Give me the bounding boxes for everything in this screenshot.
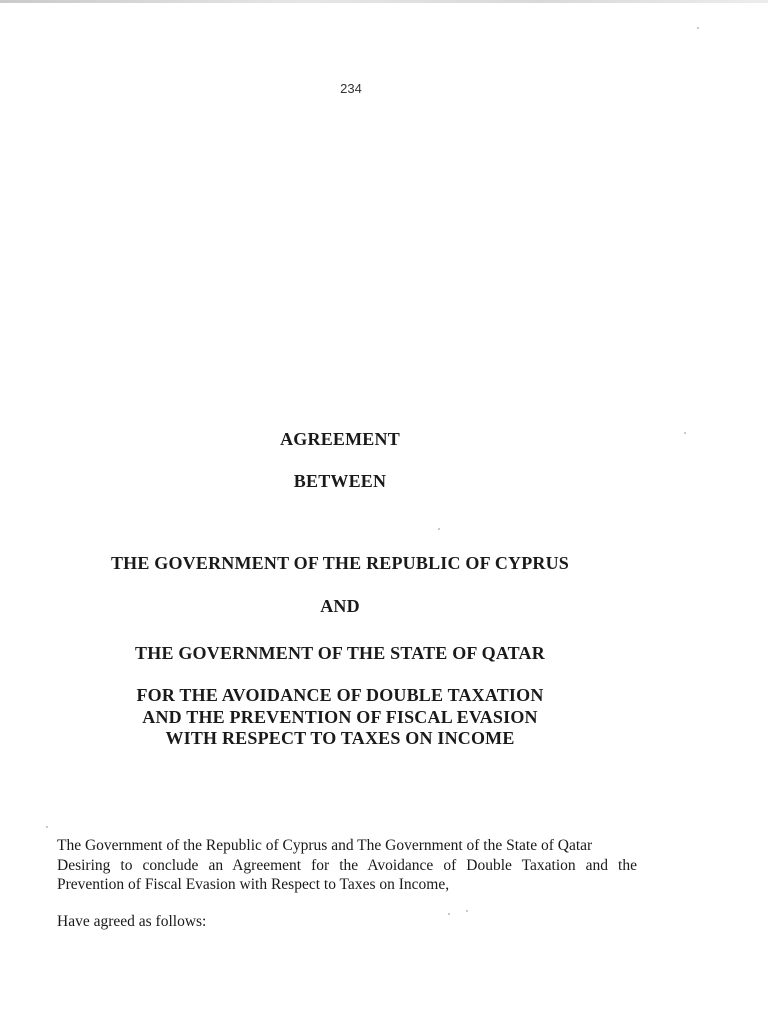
title-purpose-line: WITH RESPECT TO TAXES ON INCOME [165, 728, 515, 748]
title-purpose-line: AND THE PREVENTION OF FISCAL EVASION [142, 706, 538, 727]
title-purpose-line: FOR THE AVOIDANCE OF DOUBLE TAXATION [136, 685, 544, 705]
preamble-desiring-continued: Prevention of Fiscal Evasion with Respect to Taxes on Income, [57, 876, 450, 893]
preamble-desiring: Desiring to conclude an Agreement for the Avoidance of Double Taxation and the [57, 856, 637, 874]
title-agreement: AGREEMENT [280, 429, 400, 449]
preamble [57, 836, 637, 895]
title-purpose [0, 685, 680, 750]
scan-speck [438, 528, 440, 530]
closing-statement: Have agreed as follows: [57, 913, 207, 930]
scan-speck [684, 432, 686, 434]
scan-speck [46, 826, 48, 828]
scan-speck [448, 913, 450, 915]
title-and: AND [320, 596, 360, 616]
page-number: 234 [340, 81, 362, 96]
title-party-cyprus: THE GOVERNMENT OF THE REPUBLIC OF CYPRUS [110, 553, 570, 573]
scan-top-edge [0, 0, 768, 3]
preamble-parties: The Government of the Republic of Cyprus and The Government of the State of Qatar [57, 837, 593, 854]
title-between: BETWEEN [293, 471, 387, 491]
scan-speck [466, 910, 468, 912]
title-party-qatar: THE GOVERNMENT OF THE STATE OF QATAR [135, 643, 545, 663]
scan-speck [697, 27, 699, 29]
